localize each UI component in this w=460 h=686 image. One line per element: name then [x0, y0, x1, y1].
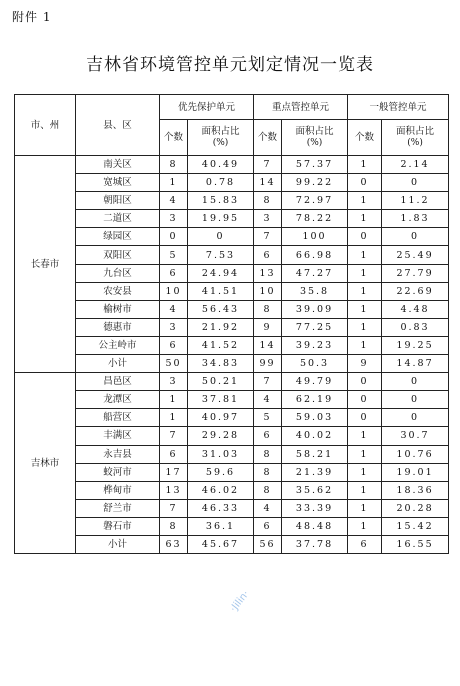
- county-cell: 南关区: [76, 156, 160, 174]
- k-count-cell: 7: [254, 228, 282, 246]
- p-count-cell: 6: [160, 445, 188, 463]
- k-area-cell: 35.8: [282, 282, 348, 300]
- g-area-cell: 16.55: [382, 535, 449, 553]
- table-row: [15, 445, 449, 463]
- header-priority-units: 优先保护单元: [160, 95, 254, 120]
- k-count-cell: 99: [254, 355, 282, 373]
- k-count-cell: 7: [254, 156, 282, 174]
- g-area-cell: 10.76: [382, 445, 449, 463]
- g-count-cell: 1: [348, 336, 382, 354]
- table-body: [15, 156, 449, 554]
- control-units-table: [14, 94, 449, 554]
- table-row: [15, 355, 449, 373]
- k-count-cell: 3: [254, 210, 282, 228]
- g-count-cell: 0: [348, 373, 382, 391]
- p-area-cell: 37.81: [188, 391, 254, 409]
- header-city: 市、州: [15, 95, 76, 156]
- county-cell: 磐石市: [76, 517, 160, 535]
- k-count-cell: 8: [254, 445, 282, 463]
- header-general-units: 一般管控单元: [348, 95, 449, 120]
- g-area-cell: 0: [382, 391, 449, 409]
- k-area-cell: 78.22: [282, 210, 348, 228]
- table-row: [15, 391, 449, 409]
- table-row: [15, 517, 449, 535]
- p-count-cell: 50: [160, 355, 188, 373]
- table-row: [15, 228, 449, 246]
- table-row: [15, 336, 449, 354]
- p-count-cell: 3: [160, 318, 188, 336]
- g-count-cell: 0: [348, 409, 382, 427]
- p-count-cell: 6: [160, 336, 188, 354]
- p-count-cell: 17: [160, 463, 188, 481]
- k-area-cell: 66.98: [282, 246, 348, 264]
- g-area-cell: 20.28: [382, 499, 449, 517]
- k-area-cell: 35.62: [282, 481, 348, 499]
- k-count-cell: 9: [254, 318, 282, 336]
- table-row: [15, 481, 449, 499]
- county-cell: 蛟河市: [76, 463, 160, 481]
- k-area-cell: 72.97: [282, 192, 348, 210]
- p-area-cell: 41.52: [188, 336, 254, 354]
- k-count-cell: 4: [254, 499, 282, 517]
- g-count-cell: 1: [348, 517, 382, 535]
- g-area-cell: 1.83: [382, 210, 449, 228]
- header-priority-area: 面积占比 (%): [188, 120, 254, 156]
- k-count-cell: 7: [254, 373, 282, 391]
- g-area-cell: 19.01: [382, 463, 449, 481]
- g-count-cell: 1: [348, 463, 382, 481]
- p-area-cell: 19.95: [188, 210, 254, 228]
- county-cell: 小计: [76, 355, 160, 373]
- attachment-label: 附件 1: [12, 10, 52, 24]
- county-cell: 龙潭区: [76, 391, 160, 409]
- city-cell: 长春市: [15, 156, 76, 373]
- g-count-cell: 9: [348, 355, 382, 373]
- p-count-cell: 0: [160, 228, 188, 246]
- p-count-cell: 3: [160, 373, 188, 391]
- k-area-cell: 47.27: [282, 264, 348, 282]
- g-area-cell: 18.36: [382, 481, 449, 499]
- k-area-cell: 77.25: [282, 318, 348, 336]
- p-count-cell: 4: [160, 192, 188, 210]
- g-count-cell: 6: [348, 535, 382, 553]
- k-area-cell: 40.02: [282, 427, 348, 445]
- table-row: [15, 373, 449, 391]
- k-count-cell: 8: [254, 481, 282, 499]
- table-row: [15, 192, 449, 210]
- k-count-cell: 10: [254, 282, 282, 300]
- g-count-cell: 1: [348, 427, 382, 445]
- k-count-cell: 8: [254, 192, 282, 210]
- g-count-cell: 1: [348, 210, 382, 228]
- p-area-cell: 0: [188, 228, 254, 246]
- k-area-cell: 99.22: [282, 174, 348, 192]
- county-cell: 朝阳区: [76, 192, 160, 210]
- g-count-cell: 0: [348, 228, 382, 246]
- k-area-cell: 21.39: [282, 463, 348, 481]
- k-count-cell: 4: [254, 391, 282, 409]
- k-count-cell: 5: [254, 409, 282, 427]
- k-area-cell: 57.37: [282, 156, 348, 174]
- table-row: [15, 499, 449, 517]
- p-area-cell: 15.83: [188, 192, 254, 210]
- header-key-area: 面积占比 (%): [282, 120, 348, 156]
- header-general-area: 面积占比 (%): [382, 120, 449, 156]
- p-area-cell: 36.1: [188, 517, 254, 535]
- g-count-cell: 1: [348, 499, 382, 517]
- county-cell: 永吉县: [76, 445, 160, 463]
- g-count-cell: 1: [348, 318, 382, 336]
- g-count-cell: 1: [348, 445, 382, 463]
- county-cell: 公主岭市: [76, 336, 160, 354]
- g-area-cell: 30.7: [382, 427, 449, 445]
- k-area-cell: 49.79: [282, 373, 348, 391]
- p-area-cell: 40.97: [188, 409, 254, 427]
- table-row: [15, 156, 449, 174]
- p-area-cell: 34.83: [188, 355, 254, 373]
- g-area-cell: 27.79: [382, 264, 449, 282]
- document-title: 吉林省环境管控单元划定情况一览表: [86, 55, 374, 75]
- k-area-cell: 48.48: [282, 517, 348, 535]
- g-count-cell: 1: [348, 282, 382, 300]
- table-row: [15, 463, 449, 481]
- p-area-cell: 56.43: [188, 300, 254, 318]
- header-key-count: 个数: [254, 120, 282, 156]
- g-area-cell: 0: [382, 174, 449, 192]
- county-cell: 宽城区: [76, 174, 160, 192]
- k-count-cell: 6: [254, 246, 282, 264]
- county-cell: 桦甸市: [76, 481, 160, 499]
- p-count-cell: 10: [160, 282, 188, 300]
- g-area-cell: 0: [382, 373, 449, 391]
- table-row: [15, 282, 449, 300]
- county-cell: 榆树市: [76, 300, 160, 318]
- k-area-cell: 59.03: [282, 409, 348, 427]
- county-cell: 昌邑区: [76, 373, 160, 391]
- k-area-cell: 100: [282, 228, 348, 246]
- g-area-cell: 11.2: [382, 192, 449, 210]
- table-row: [15, 246, 449, 264]
- k-count-cell: 56: [254, 535, 282, 553]
- k-area-cell: 62.19: [282, 391, 348, 409]
- p-area-cell: 50.21: [188, 373, 254, 391]
- p-count-cell: 8: [160, 156, 188, 174]
- p-area-cell: 46.02: [188, 481, 254, 499]
- header-key-units: 重点管控单元: [254, 95, 348, 120]
- g-area-cell: 4.48: [382, 300, 449, 318]
- g-count-cell: 0: [348, 174, 382, 192]
- county-cell: 丰满区: [76, 427, 160, 445]
- p-count-cell: 8: [160, 517, 188, 535]
- p-area-cell: 41.51: [188, 282, 254, 300]
- p-count-cell: 4: [160, 300, 188, 318]
- header-county: 县、区: [76, 95, 160, 156]
- p-count-cell: 5: [160, 246, 188, 264]
- county-cell: 农安县: [76, 282, 160, 300]
- g-count-cell: 1: [348, 156, 382, 174]
- g-count-cell: 1: [348, 246, 382, 264]
- table-row: [15, 300, 449, 318]
- p-count-cell: 63: [160, 535, 188, 553]
- k-area-cell: 50.3: [282, 355, 348, 373]
- p-count-cell: 1: [160, 174, 188, 192]
- g-count-cell: 1: [348, 481, 382, 499]
- table-row: [15, 318, 449, 336]
- k-count-cell: 6: [254, 517, 282, 535]
- p-area-cell: 24.94: [188, 264, 254, 282]
- p-area-cell: 46.33: [188, 499, 254, 517]
- table-row: [15, 210, 449, 228]
- header-priority-count: 个数: [160, 120, 188, 156]
- k-count-cell: 8: [254, 463, 282, 481]
- county-cell: 德惠市: [76, 318, 160, 336]
- table-row: [15, 427, 449, 445]
- k-area-cell: 37.78: [282, 535, 348, 553]
- g-count-cell: 0: [348, 391, 382, 409]
- k-area-cell: 33.39: [282, 499, 348, 517]
- g-area-cell: 14.87: [382, 355, 449, 373]
- p-area-cell: 40.49: [188, 156, 254, 174]
- table-row: [15, 264, 449, 282]
- county-cell: 绿园区: [76, 228, 160, 246]
- county-cell: 双阳区: [76, 246, 160, 264]
- g-area-cell: 0.83: [382, 318, 449, 336]
- p-count-cell: 1: [160, 409, 188, 427]
- p-area-cell: 31.03: [188, 445, 254, 463]
- county-cell: 小计: [76, 535, 160, 553]
- g-count-cell: 1: [348, 264, 382, 282]
- p-count-cell: 3: [160, 210, 188, 228]
- g-area-cell: 25.49: [382, 246, 449, 264]
- county-cell: 二道区: [76, 210, 160, 228]
- g-area-cell: 0: [382, 409, 449, 427]
- g-area-cell: 22.69: [382, 282, 449, 300]
- table-row: [15, 535, 449, 553]
- k-area-cell: 39.23: [282, 336, 348, 354]
- k-area-cell: 39.09: [282, 300, 348, 318]
- k-count-cell: 8: [254, 300, 282, 318]
- p-area-cell: 59.6: [188, 463, 254, 481]
- p-count-cell: 7: [160, 499, 188, 517]
- p-area-cell: 7.53: [188, 246, 254, 264]
- g-area-cell: 15.42: [382, 517, 449, 535]
- county-cell: 舒兰市: [76, 499, 160, 517]
- table-row: [15, 409, 449, 427]
- k-count-cell: 6: [254, 427, 282, 445]
- p-count-cell: 6: [160, 264, 188, 282]
- watermark: ·Jilin·: [228, 588, 252, 615]
- p-count-cell: 7: [160, 427, 188, 445]
- p-area-cell: 29.28: [188, 427, 254, 445]
- p-area-cell: 0.78: [188, 174, 254, 192]
- g-area-cell: 2.14: [382, 156, 449, 174]
- city-cell: 吉林市: [15, 373, 76, 554]
- p-area-cell: 45.67: [188, 535, 254, 553]
- g-area-cell: 0: [382, 228, 449, 246]
- k-count-cell: 13: [254, 264, 282, 282]
- k-area-cell: 58.21: [282, 445, 348, 463]
- g-count-cell: 1: [348, 300, 382, 318]
- g-area-cell: 19.25: [382, 336, 449, 354]
- k-count-cell: 14: [254, 174, 282, 192]
- k-count-cell: 14: [254, 336, 282, 354]
- p-count-cell: 13: [160, 481, 188, 499]
- g-count-cell: 1: [348, 192, 382, 210]
- p-count-cell: 1: [160, 391, 188, 409]
- p-area-cell: 21.92: [188, 318, 254, 336]
- county-cell: 九台区: [76, 264, 160, 282]
- table-row: [15, 174, 449, 192]
- header-general-count: 个数: [348, 120, 382, 156]
- county-cell: 船营区: [76, 409, 160, 427]
